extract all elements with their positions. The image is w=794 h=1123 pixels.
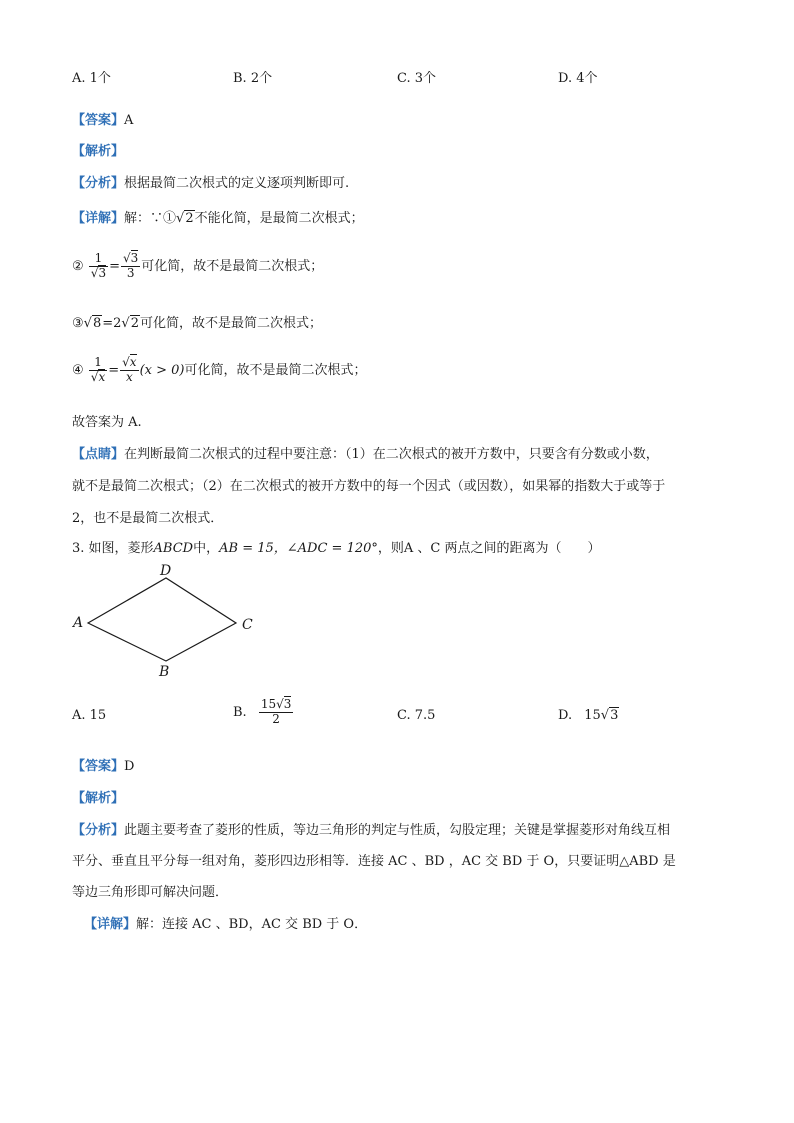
radicand: 2 <box>130 316 139 331</box>
q3-stem <box>72 537 601 556</box>
stem-mid: 中， <box>193 541 220 556</box>
option-label: B. <box>233 704 247 720</box>
vertex-label-b: B <box>159 664 170 680</box>
stem-abcd: ABCD <box>153 541 194 556</box>
q3-jiexi <box>72 787 124 806</box>
q2-detail-2: ② $\frac{1}{√3}$ = $\frac{√3}{3}$ 可化简，故不是最简二次根式； <box>72 251 324 280</box>
numerator: 1 <box>89 252 108 267</box>
rhombus-shape <box>88 578 236 661</box>
note-tag: 【点睛】 <box>72 447 125 462</box>
fraction-1-over-sqrtx <box>89 356 107 385</box>
q2-detail-1 <box>72 207 364 226</box>
circle-3: ③ <box>72 316 84 331</box>
q2-option-a: A. 1个 <box>72 71 111 86</box>
numerator: 15√3 <box>260 697 292 711</box>
fraction-sqrtx-over-x <box>120 356 138 385</box>
q2-answer: A <box>124 113 134 128</box>
radicand: 8 <box>92 316 102 331</box>
answer-tag: 【答案】 <box>72 113 125 128</box>
vertex-label-d: D <box>160 563 172 579</box>
stem-condition: AB = 15，∠ADC = 120° <box>219 541 378 556</box>
q3-option-c: C. 7.5 <box>397 708 436 723</box>
q3-answer: D <box>124 759 135 774</box>
detail-1-text: 不能化简，是最简二次根式； <box>194 211 364 226</box>
q2-option-b: B. 2个 <box>233 71 273 86</box>
q2-conclusion: 故答案为 A. <box>72 415 142 430</box>
q3-option-d <box>558 708 619 723</box>
analysis-text-1: 此题主要考查了菱形的性质，等边三角形的判定与性质，勾股定理；关键是掌握菱形对角线互相 <box>124 823 671 838</box>
q3-analysis-3: 等边三角形即可解决问题． <box>72 885 229 900</box>
radicand: 3 <box>283 697 292 711</box>
detail-1-prefix: 解：∵① <box>124 211 177 226</box>
q2-detail-3 <box>72 312 322 331</box>
radicand: 2 <box>185 211 194 226</box>
fraction-sqrt3-over-3 <box>121 252 140 281</box>
radicand: x <box>129 355 137 369</box>
q3-analysis-1 <box>72 819 670 838</box>
coefficient: 15 <box>260 697 277 711</box>
detail-tag: 【详解】 <box>72 211 125 226</box>
detail-tag: 【详解】 <box>84 917 137 932</box>
q2-note-1 <box>72 443 659 462</box>
detail-2-text: 可化简，故不是最简二次根式； <box>141 258 324 274</box>
q3-detail <box>84 913 367 932</box>
jiexi-tag: 【解析】 <box>72 791 125 806</box>
condition: (x > 0) <box>139 362 185 378</box>
option-label: D. <box>558 708 573 723</box>
q3-option-b <box>233 698 294 727</box>
sqrt-2: √2 <box>176 211 194 226</box>
fraction-1-over-sqrt3 <box>89 252 108 281</box>
numerator: √3 <box>123 251 139 265</box>
equals-2: =2 <box>102 316 122 331</box>
radicand: 3 <box>610 708 619 723</box>
q2-option-c: C. 3个 <box>397 71 437 86</box>
coefficient: 15 <box>584 708 601 723</box>
denominator: 2 <box>272 711 280 726</box>
vertex-label-a: A <box>73 615 84 631</box>
vertex-label-c: C <box>242 617 253 633</box>
circle-4: ④ <box>72 362 84 378</box>
radicand: 3 <box>98 265 107 280</box>
q3-answer-line <box>72 755 134 774</box>
stem-number: 3. 如图，菱形 <box>72 541 154 556</box>
q2-note-3: 2，也不是最简二次根式． <box>72 511 224 526</box>
q3-analysis-2: 平分、垂直且平分每一组对角，菱形四边形相等．连接 AC 、BD ，AC 交 BD 于 O，只要证明△ABD 是 <box>72 854 676 869</box>
denominator: √x <box>90 369 106 384</box>
answer-tag: 【答案】 <box>72 759 125 774</box>
note-text-1: 在判断最简二次根式的过程中要注意：（1）在二次根式的被开方数中，只要含有分数或小数， <box>124 447 659 462</box>
stem-end: ，则A 、C 两点之间的距离为（ ） <box>377 541 601 556</box>
sqrt-3: √3 <box>600 708 619 723</box>
numerator: √x <box>122 355 137 369</box>
denominator: √3 <box>90 265 107 280</box>
circle-2: ② <box>72 258 84 274</box>
detail-3-text: 可化简，故不是最简二次根式； <box>139 316 322 331</box>
q2-jiexi <box>72 140 124 159</box>
analysis-tag: 【分析】 <box>72 823 125 838</box>
radicand: 3 <box>130 251 139 265</box>
q2-option-d: D. 4个 <box>558 71 598 86</box>
q2-analysis: 根据最简二次根式的定义逐项判断即可. <box>124 176 350 191</box>
sqrt-8: √8 <box>83 316 102 331</box>
detail-text: 解：连接 AC 、BD，AC 交 BD 于 O． <box>136 917 368 932</box>
denominator: x <box>125 369 133 384</box>
detail-4-text: 可化简，故不是最简二次根式； <box>184 362 367 378</box>
q2-analysis-line <box>72 172 349 191</box>
q3-option-a: A. 15 <box>72 708 107 723</box>
radicand: x <box>98 369 106 384</box>
q2-detail-4: ④ $\frac{1}{√x}$ = $\frac{√x}{x}$ (x > 0)可化简，故不是最简二次根式； <box>72 355 367 384</box>
numerator: 1 <box>89 356 107 371</box>
analysis-tag: 【分析】 <box>72 176 125 191</box>
q2-note-2: 就不是最简二次根式；（2）在二次根式的被开方数中的每一个因式（或因数），如果幂的指数大于或等于 <box>72 479 666 494</box>
sqrt-2: √2 <box>121 316 139 331</box>
rhombus-figure <box>70 562 270 682</box>
q2-answer-line <box>72 109 133 128</box>
denominator: 3 <box>126 265 135 280</box>
fraction-15sqrt3-over-2 <box>259 698 294 727</box>
jiexi-tag: 【解析】 <box>72 144 125 159</box>
